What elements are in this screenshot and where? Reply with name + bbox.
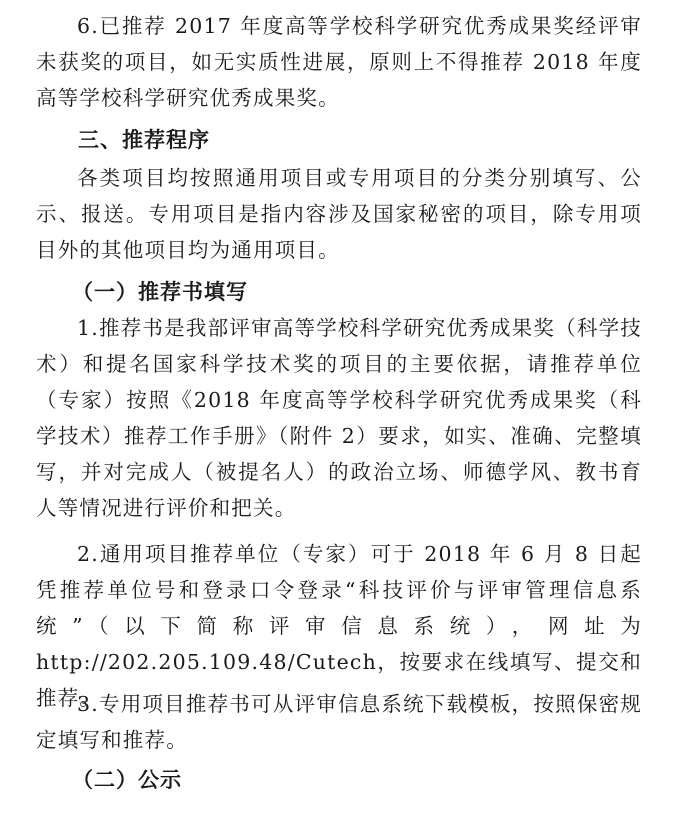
subheading-recommendation-form: （一）推荐书填写 xyxy=(72,280,248,304)
subheading-public-notice: （二）公示 xyxy=(72,768,182,792)
paragraph-item-3: 3.专用项目推荐书可从评审信息系统下载模板，按照保密规定填写和推荐。 xyxy=(36,692,642,752)
paragraph-item-2: 2.通用项目推荐单位（专家）可于 2018 年 6 月 8 日起凭推荐单位号和登录口令登录“科技评价与评审管理信息系统”（以下简称评审信息系统），网址为 http://202.205.109.48/Cutech，按要求在线填写、提交和推荐。 xyxy=(36,542,642,710)
paragraph-item-6: 6.已推荐 2017 年度高等学校科学研究优秀成果奖经评审未获奖的项目，如无实质性进展，原则上不得推荐 2018 年度高等学校科学研究优秀成果奖。 xyxy=(36,14,642,110)
section-heading-recommendation-procedure: 三、推荐程序 xyxy=(78,128,210,152)
paragraph-procedure-intro: 各类项目均按照通用项目或专用项目的分类分别填写、公示、报送。专用项目是指内容涉及国家秘密的项目，除专用项目外的其他项目均为通用项目。 xyxy=(36,166,642,262)
paragraph-item-1: 1.推荐书是我部评审高等学校科学研究优秀成果奖（科学技术）和提名国家科学技术奖的项目的主要依据，请推荐单位（专家）按照《2018 年度高等学校科学研究优秀成果奖（科学技术）推荐工作手册》（附件 2）要求，如实、准确、完整填写，并对完成人（被提名人）的政治立场、师德学风、教书育人等情况进行评价和把关。 xyxy=(36,316,642,520)
